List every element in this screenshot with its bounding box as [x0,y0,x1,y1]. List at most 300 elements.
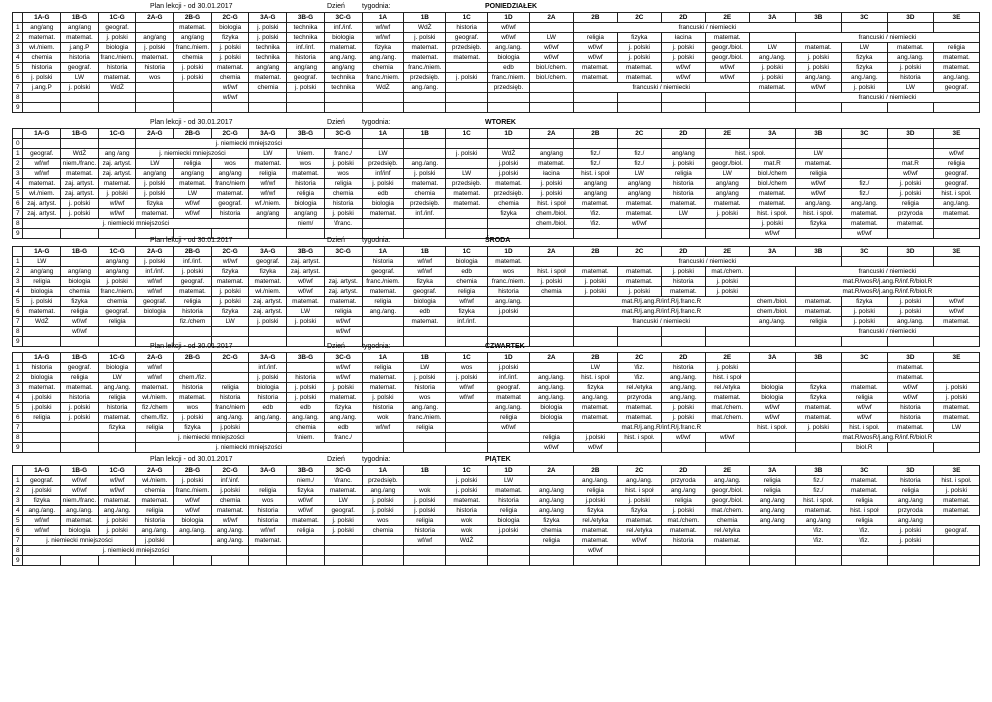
lesson-cell: ang/ang [324,63,362,73]
lesson-cell: zaj. artyst. [287,257,325,267]
lesson-cell [705,546,749,556]
class-header: 3A [749,247,795,257]
lesson-cell: ang./ang. [661,373,705,383]
lesson-cell: historia [887,403,933,413]
lesson-cell: hist. i społ [573,373,617,383]
lesson-cell: wf/wf [324,373,362,383]
lesson-cell: ang./ang. [211,526,249,536]
lesson-cell: fizyka [795,219,841,229]
lesson-cell: rel./etyka [617,383,661,393]
lesson-cell: j. polski [249,317,287,327]
lesson-cell [404,139,446,149]
lesson-cell: j. niemiecki mniejszości [136,139,362,149]
lesson-cell: ang/ang [249,63,287,73]
lesson-cell: wf/wf [446,383,488,393]
lesson-cell: matemat. [404,179,446,189]
lesson-cell: wf/wf [136,373,174,383]
lesson-row [13,556,980,566]
lesson-number: 6 [13,413,23,423]
lesson-cell: j. polski [933,486,979,496]
lesson-cell: fiz./ [573,159,617,169]
lesson-cell [324,257,362,267]
lesson-cell: \fiz. [573,209,617,219]
lesson-cell: fizyka [841,63,887,73]
lesson-cell: ang/ang [61,267,99,277]
week-label: tygodnia: [362,237,391,244]
lesson-cell: geograf. [211,199,249,209]
lesson-cell: matemat. [573,199,617,209]
lesson-cell: WdŻ [98,83,136,93]
lesson-cell: geograf. [933,179,979,189]
class-header: 2D [661,247,705,257]
lesson-cell: hist. i społ. [749,423,795,433]
lesson-cell: wf/wf [61,327,99,337]
lesson-cell: j. polski [661,413,705,423]
lesson-cell: chem./biol. [749,297,795,307]
class-header: 1D [488,353,530,363]
lesson-cell [23,433,61,443]
lesson-cell: chemia [446,277,488,287]
lesson-cell: matemat. [404,43,446,53]
lesson-cell [136,103,174,113]
lesson-cell [887,556,933,566]
lesson-cell: inf./inf. [446,317,488,327]
lesson-cell: mat./chem. [705,267,749,277]
lesson-cell [529,546,573,556]
lesson-cell: j. polski [211,297,249,307]
lesson-cell: geograf. [174,277,212,287]
lesson-cell [98,433,136,443]
class-header: 3B-G [287,129,325,139]
lesson-cell: WdŻ [23,317,61,327]
lesson-cell: historia [661,363,705,373]
class-header: 1C-G [98,13,136,23]
lesson-cell: inf./inf. [324,23,362,33]
lesson-cell: wf/wf [249,189,287,199]
lesson-row [13,363,980,373]
lesson-row [13,287,980,297]
lesson-cell [887,149,933,159]
lesson-cell: wf/wf [404,257,446,267]
lesson-cell [841,373,887,383]
class-header: 3C-G [324,353,362,363]
lesson-cell: ang./ang. [98,506,136,516]
lesson-cell: wf/wf [488,23,530,33]
lesson-cell: inf./inf. [287,43,325,53]
lesson-cell [446,403,488,413]
lesson-row [13,496,980,506]
lesson-cell: inf./inf. [136,267,174,277]
lesson-cell [362,556,404,566]
lesson-cell: fiz./ [841,179,887,189]
class-header: 1C [446,13,488,23]
lesson-cell [661,93,705,103]
lesson-cell [841,139,887,149]
lesson-cell: matemat. [136,53,174,63]
lesson-cell: geogr./biol. [705,53,749,63]
lesson-cell: wf/wf [98,209,136,219]
lesson-cell [795,103,841,113]
lesson-cell [841,546,887,556]
lesson-cell [446,327,488,337]
lesson-cell: \fiz. [573,219,617,229]
lesson-cell [446,83,488,93]
lesson-number: 7 [13,423,23,433]
lesson-cell: inf./inf. [488,373,530,383]
lesson-cell: francuski / niemiecki [795,327,979,337]
lesson-cell: biologia [249,383,287,393]
lesson-cell: ang/ang [617,189,661,199]
lesson-cell: wf/wf [61,476,99,486]
lesson-cell: wf/wf [23,516,61,526]
lesson-cell: religia [174,159,212,169]
lesson-cell [249,93,287,103]
class-header: 2A [529,466,573,476]
lesson-cell: inf./inf. [404,209,446,219]
lesson-cell: j. polski [404,373,446,383]
lesson-cell [249,546,287,556]
lesson-cell: j. polski [887,179,933,189]
lesson-cell: wf/wf [23,159,61,169]
lesson-row [13,159,980,169]
lesson-cell: wł./niem. [249,287,287,297]
lesson-cell: ang./ang. [705,476,749,486]
lesson-cell: ang./ang. [795,73,841,83]
class-header: 1C-G [98,129,136,139]
lesson-cell [749,433,795,443]
lesson-cell [841,556,887,566]
lesson-cell: historia [362,403,404,413]
lesson-cell [174,556,212,566]
lesson-cell: wf/wf [488,423,530,433]
lesson-cell: matemat. [841,476,887,486]
lesson-cell [749,93,795,103]
lesson-cell [617,327,661,337]
lesson-cell [841,159,887,169]
lesson-number: 3 [13,383,23,393]
lesson-cell: LW [705,169,749,179]
class-header: 1A-G [23,247,61,257]
lesson-number: 1 [13,23,23,33]
class-header: 3C [841,13,887,23]
lesson-row [13,43,980,53]
lesson-cell [362,443,404,453]
lesson-cell: hist. i społ. [795,209,841,219]
lesson-cell [661,219,705,229]
lesson-cell: religia [61,307,99,317]
lesson-cell: zaj. artyst. [61,179,99,189]
lesson-cell: francuski / niemiecki [573,257,841,267]
plan-title: Plan lekcji - od 30.01.2017 [150,119,233,126]
lesson-cell [446,63,488,73]
lesson-cell: ang/ang [23,23,61,33]
lesson-cell: ang./ang [749,496,795,506]
lesson-cell: francuski / niemiecki [795,33,979,43]
column-header-row [13,13,980,23]
lesson-cell: wf/wf [749,413,795,423]
lesson-cell [749,373,795,383]
lesson-cell [287,327,325,337]
lesson-cell [887,23,933,33]
lesson-cell [136,83,174,93]
class-header: 3C [841,129,887,139]
lesson-cell: wf/wf [841,229,887,239]
lesson-cell: historia [98,63,136,73]
lesson-cell: biol./chem. [529,63,573,73]
lesson-number: 2 [13,159,23,169]
lesson-cell: wf/wf [446,297,488,307]
lesson-cell: j. polski [617,53,661,63]
lesson-cell [362,93,404,103]
lesson-cell [749,267,795,277]
lesson-cell: j. polski [98,33,136,43]
lesson-cell: religia [841,516,887,526]
lesson-cell: matemat. [446,199,488,209]
lesson-cell: wf/wf [287,496,325,506]
lesson-cell: j. polski [98,526,136,536]
lesson-cell: matemat. [617,63,661,73]
class-header: 1A-G [23,466,61,476]
class-header: 1C-G [98,353,136,363]
lesson-cell: matemat. [249,159,287,169]
day-label: Dzień [327,119,345,126]
lesson-cell: matemat. [98,179,136,189]
lesson-cell: wos [136,73,174,83]
lesson-number: 5 [13,297,23,307]
class-header: 2B-G [174,353,212,363]
lesson-cell: chemia [287,423,325,433]
lesson-cell: j. polski [61,413,99,423]
lesson-row [13,506,980,516]
lesson-cell: francuski / niemiecki [573,23,841,33]
lesson-cell: fizyka [617,33,661,43]
lesson-cell: j. polski [573,287,617,297]
lesson-cell: przyroda [887,209,933,219]
lesson-cell: fiz./ [795,486,841,496]
class-header: 3B [795,247,841,257]
lesson-cell: matemat. [661,526,705,536]
lesson-cell: matemat. [324,486,362,496]
lesson-cell: j.ang.P [61,43,99,53]
lesson-cell: mat.R/j.ang.R/inf.R/j.franc.R [573,423,749,433]
lesson-cell: ang./ang [529,506,573,516]
lesson-cell: matemat. [98,73,136,83]
class-header: 2D [661,129,705,139]
lesson-cell: j. polski [887,536,933,546]
lesson-cell: wok [446,516,488,526]
lesson-cell: biologia [529,403,573,413]
lesson-cell: wł./niem. [136,393,174,403]
lesson-cell: j. polski [362,496,404,506]
lesson-row [13,257,980,267]
lesson-cell: inf/inf [362,169,404,179]
lesson-cell: fizyka [211,307,249,317]
lesson-cell [23,103,61,113]
lesson-cell [661,139,705,149]
lesson-cell: wf/wf [841,403,887,413]
lesson-row [13,423,980,433]
lesson-number: 5 [13,516,23,526]
lesson-cell [23,93,61,103]
lesson-cell: religia [362,363,404,373]
lesson-row [13,199,980,209]
lesson-cell [23,556,61,566]
lesson-cell: ang./ang. [249,413,287,423]
lesson-row [13,307,980,317]
lesson-row [13,139,980,149]
lesson-cell: matemat. [98,413,136,423]
lesson-cell: chemia [98,297,136,307]
lesson-cell: j.polski [573,496,617,506]
lesson-cell: wł./niem. [23,43,61,53]
lesson-cell: matemat. [446,189,488,199]
lesson-cell [404,556,446,566]
lesson-cell: j. polski [249,23,287,33]
lesson-row [13,93,980,103]
lesson-cell: religia [136,423,174,433]
lesson-cell: j. polski [324,209,362,219]
lesson-cell [933,257,979,267]
lesson-cell: historia [887,476,933,486]
week-label: tygodnia: [362,119,391,126]
lesson-cell: historia [404,383,446,393]
lesson-cell: wf/wf [795,83,841,93]
lesson-cell: j. polski [174,476,212,486]
lesson-cell [749,277,795,287]
lesson-cell: j. polski [705,287,749,297]
lesson-cell: rel./etyka [617,526,661,536]
lesson-cell: historia [136,516,174,526]
column-header-row [13,466,980,476]
lesson-cell: francuski / niemiecki [573,317,749,327]
lesson-cell: j. polski [61,199,99,209]
lesson-cell: WdŻ [61,149,99,159]
lesson-cell: LW [404,363,446,373]
lesson-cell [933,103,979,113]
lesson-cell: ang./ang. [23,506,61,516]
class-header: 1A-G [23,353,61,363]
lesson-cell: chem./biol. [529,219,573,229]
lesson-cell [661,327,705,337]
lesson-cell: matemat. [362,383,404,393]
lesson-cell [362,536,404,546]
lesson-cell [287,556,325,566]
lesson-cell: religia [529,536,573,546]
lesson-cell: j. polski [324,516,362,526]
lesson-cell: LW [174,189,212,199]
lesson-cell [841,23,887,33]
lesson-cell: geograf. [488,383,530,393]
lesson-row [13,179,980,189]
lesson-cell: fizyka [841,297,887,307]
lesson-cell: religia [287,189,325,199]
lesson-cell: matemat. [211,189,249,199]
lesson-cell: j. polski [887,189,933,199]
lesson-cell: biologia [749,393,795,403]
lesson-cell: geograf. [287,73,325,83]
lesson-number: 2 [13,486,23,496]
lesson-cell: j. polski [249,33,287,43]
lesson-cell: geograf. [933,83,979,93]
lesson-cell: matemat. [211,277,249,287]
lesson-cell: ang/ang [98,257,136,267]
lesson-number: 8 [13,546,23,556]
lesson-cell: ang./ang. [174,526,212,536]
lesson-cell: religia [211,383,249,393]
lesson-cell: ang./ang. [404,83,446,93]
lesson-cell [404,546,446,556]
class-header: 2A-G [136,247,174,257]
lesson-cell: fizyka [211,33,249,43]
lesson-cell: geograf. [23,149,61,159]
lesson-row [13,277,980,287]
day-label: Dzień [327,343,345,350]
lesson-cell: religia [446,287,488,297]
lesson-cell [136,317,174,327]
lesson-cell: ang./ang. [573,393,617,403]
lesson-cell: geograf. [61,363,99,373]
lesson-cell: j. polski [136,179,174,189]
lesson-cell [249,423,287,433]
class-header: 3D [887,13,933,23]
class-header: 2D [661,13,705,23]
lesson-cell: religia [749,486,795,496]
class-header: 1C-G [98,466,136,476]
day-timetable [12,352,980,453]
class-header: 2B [573,129,617,139]
lesson-cell: religia [136,506,174,516]
lesson-cell: hist. i społ. [705,149,795,159]
lesson-cell: wf/wf [887,169,933,179]
lesson-cell [98,103,136,113]
lesson-number: 7 [13,209,23,219]
lesson-cell: ang./ang [795,516,841,526]
lesson-cell: j. polski [362,179,404,189]
lesson-cell [933,139,979,149]
lesson-cell: religia [795,317,841,327]
class-header: 2B-G [174,247,212,257]
lesson-cell: przyroda [617,393,661,403]
lesson-cell: matemat. [617,403,661,413]
lesson-cell [174,93,212,103]
lesson-cell: ang./ang. [661,393,705,403]
lesson-cell [933,373,979,383]
lesson-cell: \fiz. [617,373,661,383]
class-header: 1B-G [61,13,99,23]
lesson-cell: historia [61,53,99,63]
corner-cell [13,129,23,139]
lesson-cell: j. polski [98,277,136,287]
lesson-cell: przedsięb. [446,43,488,53]
lesson-cell [617,556,661,566]
class-header: 1A [362,13,404,23]
lesson-cell: biologia [23,373,61,383]
lesson-cell [841,363,887,373]
lesson-cell: ang./ang. [488,43,530,53]
lesson-cell: matemat. [362,373,404,383]
lesson-cell: \fiz. [795,526,841,536]
lesson-cell: j. polski [661,403,705,413]
class-header: 2E [705,353,749,363]
class-header: 2A [529,353,573,363]
class-header: 3A-G [249,129,287,139]
lesson-cell: mat.R [887,159,933,169]
lesson-row [13,149,980,159]
lesson-cell [249,556,287,566]
lesson-cell: zaj. artyst. [324,287,362,297]
lesson-number: 3 [13,43,23,53]
class-header: 2A [529,129,573,139]
